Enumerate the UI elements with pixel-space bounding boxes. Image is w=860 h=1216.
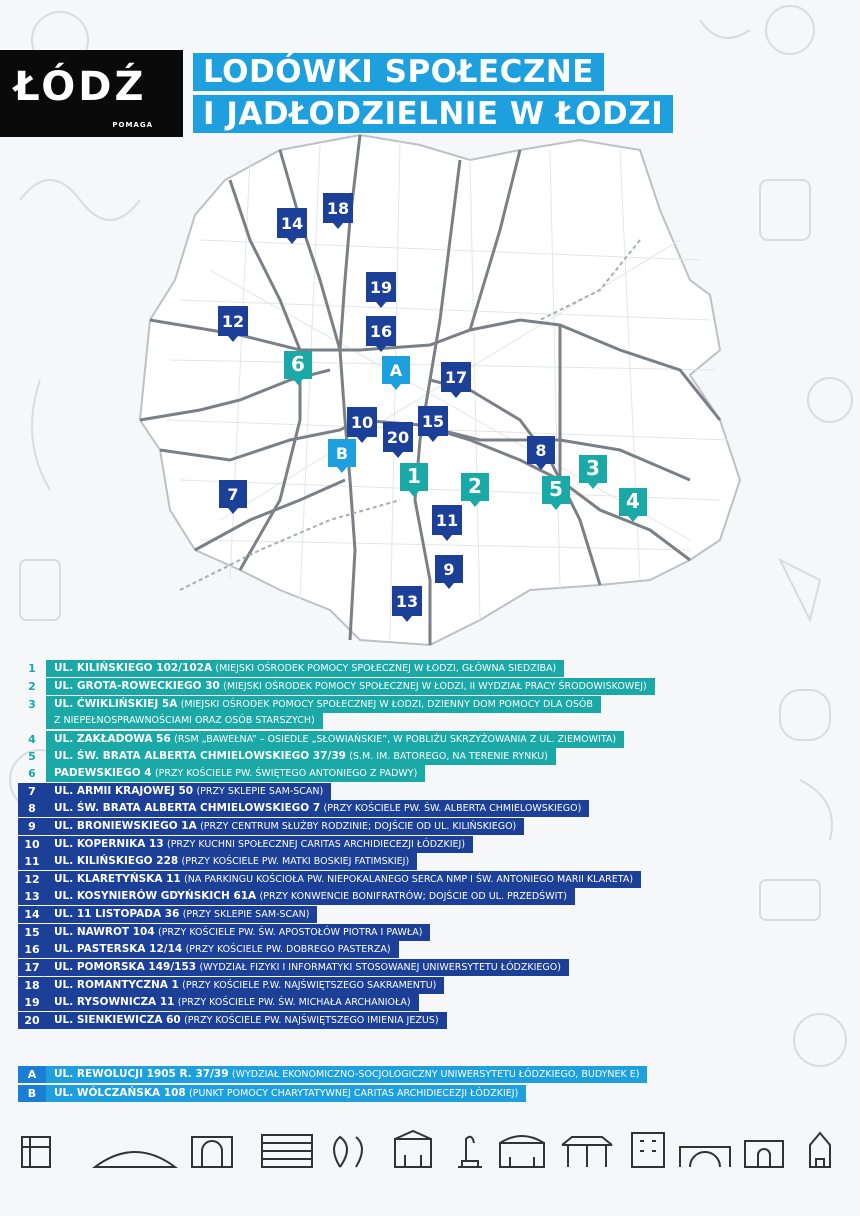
legend-entry-3 xyxy=(18,696,601,713)
pavilion-icon xyxy=(562,1137,612,1167)
map-marker-label: 17 xyxy=(444,368,468,387)
map-marker-label: 13 xyxy=(395,592,419,611)
legend-address: UL. KILIŃSKIEGO 102/102A xyxy=(54,662,213,674)
legend-description: (PRZY SKLEPIE SAM-SCAN) xyxy=(196,786,324,797)
legend-description: (MIEJSKI OŚRODEK POMOCY SPOŁECZNEJ W ŁODZI, DZIENNY DOM POMOCY DLA OSÓB xyxy=(180,699,593,710)
legend-entry-6 xyxy=(18,765,425,782)
legend-description: (PRZY KOŚCIELE PW. NAJŚWIĘTSZEGO IMIENIA JEZUS) xyxy=(184,1015,439,1026)
legend-address: UL. WÓLCZAŃSKA 108 xyxy=(54,1087,186,1099)
legend-entry-9 xyxy=(18,818,524,835)
legend-number: 11 xyxy=(18,853,46,870)
legend-description: (PRZY SKLEPIE SAM-SCAN) xyxy=(182,909,310,920)
legend-description: (PRZY KUCHNI SPOŁECZNEJ CARITAS ARCHIDIECEZJI ŁÓDZKIEJ) xyxy=(166,839,466,850)
city-map xyxy=(0,120,860,660)
logo-subtitle: POMAGA xyxy=(112,121,153,129)
arena-icon xyxy=(95,1152,175,1167)
legend-number: 16 xyxy=(18,941,46,958)
legend-address: UL. BRONIEWSKIEGO 1A xyxy=(54,820,197,832)
legend-description: (RSM „BAWEŁNA” – OSIEDLE „SŁOWIAŃSKIE”, W POBLIŻU SKRZYŻOWANIA Z UL. ZIEMOWITA) xyxy=(174,734,617,745)
legend-number: 18 xyxy=(18,977,46,994)
legend-number: 2 xyxy=(28,680,36,693)
tower-icon xyxy=(262,1135,312,1167)
map-marker-label: 18 xyxy=(326,199,350,218)
legend-description: (PRZY KOŚCIELE PW. MATKI BOSKIEJ FATIMSKIEJ) xyxy=(181,856,410,867)
legend-entry-10 xyxy=(18,836,473,853)
legend-address: UL. ZAKŁADOWA 56 xyxy=(54,733,171,745)
palace-icon xyxy=(395,1131,431,1167)
legend-number: 14 xyxy=(18,906,46,923)
map-marker-label: 3 xyxy=(586,456,600,480)
map-marker-label: 8 xyxy=(535,441,547,460)
legend-number: 6 xyxy=(28,767,36,780)
legend-number: 20 xyxy=(18,1012,46,1029)
monument-icon xyxy=(458,1137,482,1167)
page-title-line-2: I JADŁODZIELNIE W ŁODZI xyxy=(193,95,673,133)
legend-number: 10 xyxy=(18,836,46,853)
legend-entry-a xyxy=(18,1066,647,1083)
legend-address: UL. GROTA-ROWECKIEGO 30 xyxy=(54,680,220,692)
legend-number: 8 xyxy=(18,800,46,817)
legend-address: UL. 11 LISTOPADA 36 xyxy=(54,908,180,920)
legend-description: (PRZY KOŚCIELE PW. ŚWIĘTEGO ANTONIEGO Z PADWY) xyxy=(154,768,418,779)
legend-description: (PRZY KOŚCIELE PW. ŚW. APOSTOŁÓW PIOTRA I PAWŁA) xyxy=(157,927,423,938)
legend-address: UL. REWOLUCJI 1905 R. 37/39 xyxy=(54,1068,229,1080)
building-icon xyxy=(632,1133,664,1167)
villa-icon xyxy=(500,1136,544,1167)
legend-number: 17 xyxy=(18,959,46,976)
legend-description: (PUNKT POMOCY CHARYTATYWNEJ CARITAS ARCHIDIECEZJI ŁÓDZKIEJ) xyxy=(189,1088,519,1099)
legend-address: UL. ĆWIKLIŃSKIEJ 5A xyxy=(54,698,178,710)
legend-entry-16 xyxy=(18,941,399,958)
station-icon xyxy=(192,1137,232,1167)
legend-number: 15 xyxy=(18,924,46,941)
legend-description: (PRZY KONWENCIE BONIFRATRÓW; DOJŚCIE OD UL. PRZEDŚWIT) xyxy=(259,891,567,902)
map-marker-label: 1 xyxy=(407,464,421,488)
legend-address: UL. SIENKIEWICZA 60 xyxy=(54,1014,181,1026)
map-marker-label: B xyxy=(335,444,349,463)
legend-number: 12 xyxy=(18,871,46,888)
map-marker-label: 12 xyxy=(221,312,245,331)
legend-entry-1 xyxy=(18,660,564,677)
legend-address: UL. ŚW. BRATA ALBERTA CHMIELOWSKIEGO 37/39 xyxy=(54,750,346,762)
legend-entry-12 xyxy=(18,871,641,888)
map-marker-label: 10 xyxy=(350,413,374,432)
legend-letter: A xyxy=(18,1066,46,1083)
map-marker-label: 16 xyxy=(369,322,393,341)
legend-entry-5 xyxy=(18,748,556,765)
legend-address: UL. PASTERSKA 12/14 xyxy=(54,943,183,955)
legend-entry-14 xyxy=(18,906,317,923)
spiral-icon xyxy=(334,1137,362,1167)
map-marker-label: 5 xyxy=(549,477,563,501)
map-marker-label: 11 xyxy=(435,511,459,530)
map-marker-label: 9 xyxy=(443,560,455,579)
map-marker-label: 19 xyxy=(369,278,393,297)
gate-icon xyxy=(745,1141,783,1167)
legend-description: (WYDZIAŁ FIZYKI I INFORMATYKI STOSOWANEJ UNIWERSYTETU ŁÓDZKIEGO) xyxy=(199,962,561,973)
landmark-icon-strip xyxy=(0,1125,860,1185)
legend-description: (NA PARKINGU KOŚCIOŁA PW. NIEPOKALANEGO SERCA NMP I ŚW. ANTONIEGO MARII KLARETA) xyxy=(184,874,634,885)
map-marker-label: 2 xyxy=(468,474,482,498)
map-marker-label: 4 xyxy=(626,489,640,513)
legend-description: (MIEJSKI OŚRODEK POMOCY SPOŁECZNEJ W ŁODZI, GŁÓWNA SIEDZIBA) xyxy=(215,663,557,674)
legend-entry-2 xyxy=(18,678,655,695)
legend-number: 7 xyxy=(18,783,46,800)
legend-number: 19 xyxy=(18,994,46,1011)
bridge-icon xyxy=(680,1147,730,1167)
map-marker-label: 20 xyxy=(386,428,410,447)
legend-address: UL. ARMII KRAJOWEJ 50 xyxy=(54,785,194,797)
map-marker-label: 6 xyxy=(291,352,305,376)
legend-entry-18 xyxy=(18,977,444,994)
legend-address: PADEWSKIEGO 4 xyxy=(54,767,152,779)
logo-wordmark: ŁÓDŹ xyxy=(14,64,147,110)
legend-entry-17 xyxy=(18,959,569,976)
legend-entry-20 xyxy=(18,1012,447,1029)
map-marker-label: 7 xyxy=(227,485,239,504)
legend-address: UL. KLARETYŃSKA 11 xyxy=(54,873,181,885)
legend-number: 4 xyxy=(28,733,36,746)
legend-description: (PRZY CENTRUM SŁUŻBY RODZINIE; DOJŚCIE OD UL. KILIŃSKIEGO) xyxy=(200,821,517,832)
manufaktura-icon xyxy=(22,1137,50,1167)
legend-address: UL. POMORSKA 149/153 xyxy=(54,961,197,973)
legend-entry-8 xyxy=(18,800,589,817)
legend-number xyxy=(18,712,46,729)
legend-entry-11 xyxy=(18,853,417,870)
map-marker-label: 14 xyxy=(280,214,304,233)
legend-letter: B xyxy=(18,1085,46,1102)
legend-number: 1 xyxy=(28,662,36,675)
legend-description: (PRZY KOŚCIELE PW. DOBREGO PASTERZA) xyxy=(185,944,391,955)
legend-entry-19 xyxy=(18,994,419,1011)
legend-entry-3-continued xyxy=(18,712,323,729)
legend-number: 5 xyxy=(28,750,36,763)
church-icon xyxy=(810,1133,830,1167)
legend-address: UL. KOSYNIERÓW GDYŃSKICH 61A xyxy=(54,890,257,902)
legend-description: (S.M. IM. BATOREGO, NA TERENIE RYNKU) xyxy=(349,751,548,762)
legend-entry-13 xyxy=(18,888,575,905)
legend-description: (MIEJSKI OŚRODEK POMOCY SPOŁECZNEJ W ŁODZI, II WYDZIAŁ PRACY ŚRODOWISKOWEJ) xyxy=(223,681,647,692)
legend-entry-b xyxy=(18,1085,526,1102)
legend-entry-7 xyxy=(18,783,331,800)
legend-address: UL. ŚW. BRATA ALBERTA CHMIELOWSKIEGO 7 xyxy=(54,802,321,814)
legend-entry-15 xyxy=(18,924,430,941)
legend-entry-4 xyxy=(18,731,624,748)
legend-address: UL. KILIŃSKIEGO 228 xyxy=(54,855,179,867)
legend-description: (PRZY KOŚCIELE P.W. NAJŚWIĘTSZEGO SAKRAMENTU) xyxy=(182,980,437,991)
legend-description: Z NIEPEŁNOSPRAWNOŚCIAMI ORAZ OSÓB STARSZYCH) xyxy=(54,715,315,726)
legend-address: UL. ROMANTYCZNA 1 xyxy=(54,979,179,991)
legend-address: UL. NAWROT 104 xyxy=(54,926,155,938)
legend-address: UL. KOPERNIKA 13 xyxy=(54,838,164,850)
page-title-line-1: LODÓWKI SPOŁECZNE xyxy=(193,53,604,91)
map-marker-label: 15 xyxy=(421,412,445,431)
legend-address: UL. RYSOWNICZA 11 xyxy=(54,996,175,1008)
map-marker-label: A xyxy=(389,361,403,380)
legend-description: (WYDZIAŁ EKONOMICZNO-SOCJOLOGICZNY UNIWERSYTETU ŁÓDZKIEGO, BUDYNEK E) xyxy=(231,1069,640,1080)
legend-description: (PRZY KOŚCIELE PW. ŚW. ALBERTA CHMIELOWSKIEGO) xyxy=(323,803,582,814)
legend-description: (PRZY KOŚCIELE PW. ŚW. MICHAŁA ARCHANIOŁA) xyxy=(177,997,411,1008)
legend-number: 9 xyxy=(18,818,46,835)
legend-number: 3 xyxy=(28,698,36,711)
legend-number: 13 xyxy=(18,888,46,905)
